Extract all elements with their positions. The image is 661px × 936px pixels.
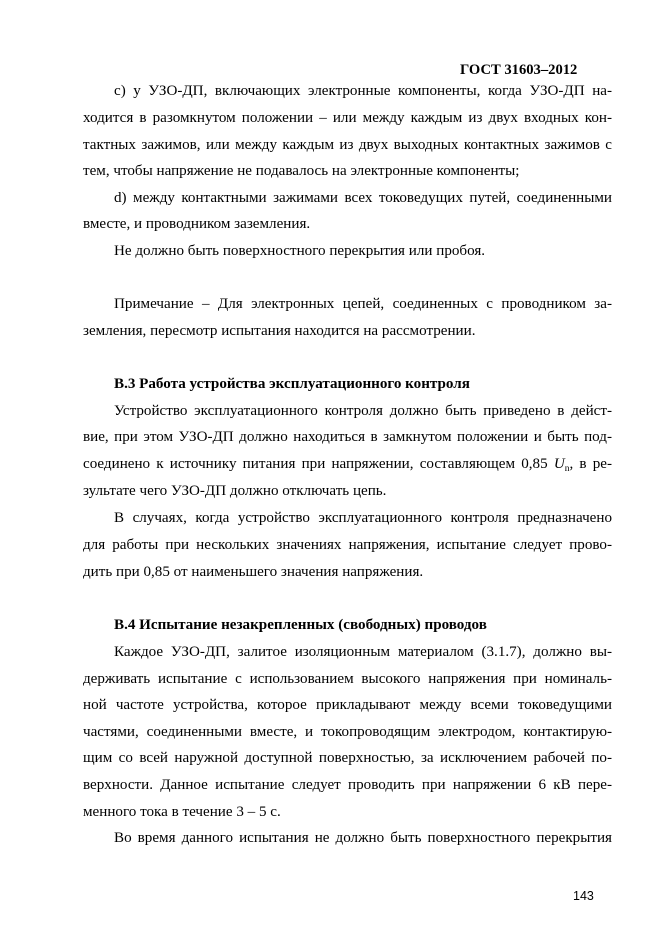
text-line: ной частоте устройства, которое прикладывают между всеми токоведущими <box>83 697 612 713</box>
voltage-subscript: n <box>564 464 570 474</box>
text-line: держивать испытание с использованием высокого напряжения при номиналь- <box>83 671 612 687</box>
note-line: земления, пересмотр испытания находится на рассмотрении. <box>83 323 476 339</box>
text-line: дить при 0,85 от наименьшего значения напряжения. <box>83 564 424 580</box>
text-line: верхности. Данное испытание следует проводить при напряжении 6 кВ пере- <box>83 777 612 793</box>
standard-header: ГОСТ 31603–2012 <box>460 62 578 78</box>
text-fragment: соединено к источнику питания при напряжении, составляющем 0,85 <box>83 456 554 472</box>
text-line: тем, чтобы напряжение не подавалось на электронные компоненты; <box>83 163 520 179</box>
text-line: для работы при нескольких значениях напряжения, испытание следует прово- <box>83 537 612 553</box>
text-line: частями, соединенными вместе, и токопроводящим электродом, контактирую- <box>83 724 612 740</box>
text-line: зультате чего УЗО-ДП должно отключать цепь. <box>83 483 387 499</box>
text-line: ходится в разомкнутом положении – или между каждым из двух входных кон- <box>83 110 612 126</box>
text-fragment: , в ре- <box>569 456 612 472</box>
text-line: тактных зажимов, или между каждым из двух выходных контактных зажимов с <box>83 137 612 153</box>
text-line: вие, при этом УЗО-ДП должно находиться в замкнутом положении и быть под- <box>83 429 612 445</box>
section-heading-b4: B.4 Испытание незакрепленных (свободных) проводов <box>114 617 487 633</box>
section-heading-b3: B.3 Работа устройства эксплуатационного контроля <box>114 376 470 392</box>
note-line: Примечание – Для электронных цепей, соединенных с проводником за- <box>114 296 612 312</box>
text-line: Устройство эксплуатационного контроля должно быть приведено в дейст- <box>114 403 612 419</box>
text-line: d) между контактными зажимами всех токоведущих путей, соединенными <box>114 190 612 206</box>
text-line: Каждое УЗО-ДП, залитое изоляционным материалом (3.1.7), должно вы- <box>114 644 612 660</box>
text-line: менного тока в течение 3 – 5 с. <box>83 804 281 820</box>
text-line: Не должно быть поверхностного перекрытия или пробоя. <box>114 243 486 259</box>
text-line: c) у УЗО-ДП, включающих электронные компоненты, когда УЗО-ДП на- <box>114 83 612 99</box>
text-line: щим со всей наружной доступной поверхностью, за исключением рабочей по- <box>83 750 612 766</box>
text-line <box>83 455 612 475</box>
text-line: В случаях, когда устройство эксплуатационного контроля предназначено <box>114 510 612 526</box>
text-line: Во время данного испытания не должно быть поверхностного перекрытия <box>114 830 612 846</box>
page-number: 143 <box>573 889 594 903</box>
voltage-symbol: U <box>553 456 565 472</box>
text-line: вместе, и проводником заземления. <box>83 216 311 232</box>
